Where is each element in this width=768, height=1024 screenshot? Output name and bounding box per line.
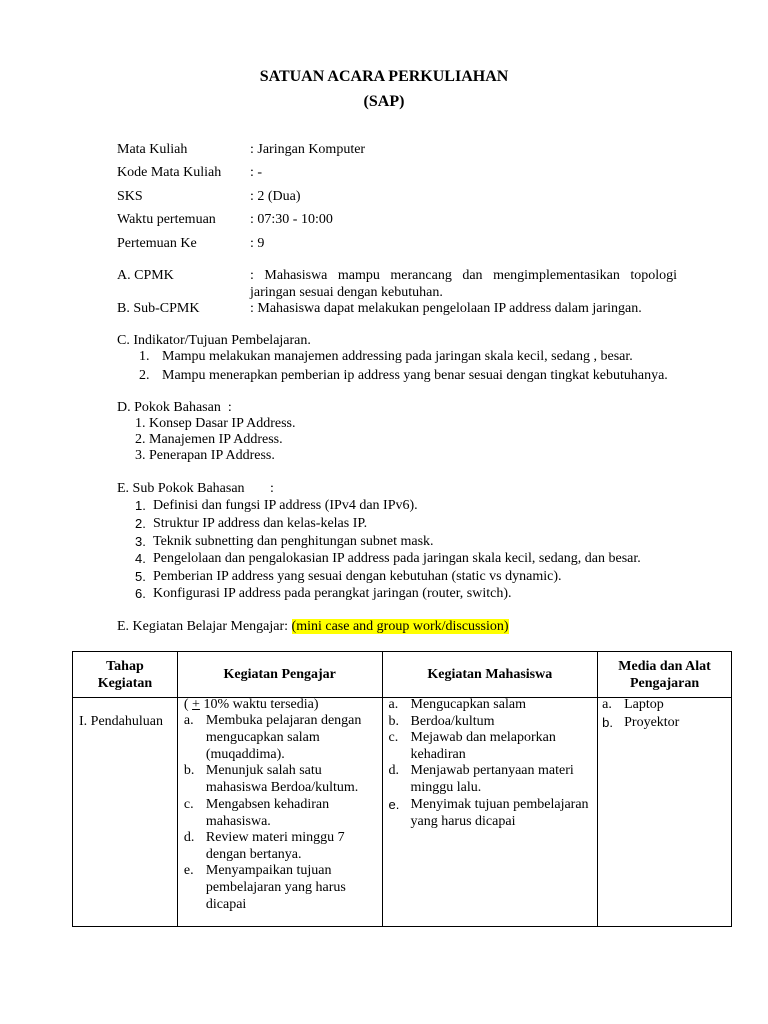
list-item-line: Mejawab dan melaporkan	[410, 730, 556, 745]
pengajar-intro	[184, 696, 319, 713]
list-item-number: 1.	[135, 498, 146, 513]
list-item-line: Proyektor	[624, 715, 680, 730]
list-item-line: minggu lalu.	[410, 780, 482, 795]
info-value: : -	[250, 165, 263, 180]
list-item-line: Mengucapkan salam	[410, 697, 526, 712]
cell-mahasiswa	[382, 698, 598, 927]
list-item-text: Struktur IP address dan kelas-kelas IP.	[153, 516, 368, 531]
list-marker: b.	[388, 714, 399, 729]
list-item-body	[206, 762, 376, 796]
info-value: : 2 (Dua)	[250, 189, 301, 204]
header-media-line1: Media dan Alat	[618, 658, 711, 674]
list-marker: c.	[183, 797, 194, 812]
list-marker: a.	[602, 697, 612, 712]
info-value: : 9	[250, 236, 265, 251]
info-value: : 07:30 - 10:00	[250, 212, 333, 227]
pengajar-intro-post: 10% waktu tersedia)	[199, 697, 319, 712]
list-marker: a.	[183, 713, 194, 728]
cell-media	[598, 698, 732, 927]
subpokok-heading: E. Sub Pokok Bahasan	[117, 481, 245, 496]
list-item-line: Review materi minggu 7	[205, 830, 345, 845]
cell-tahap-inner	[73, 698, 177, 926]
list-item-line: Laptop	[624, 697, 664, 712]
list-item-line: pembelajaran yang harus	[205, 880, 346, 895]
list-item-line: (muqaddima).	[205, 747, 285, 762]
document-subtitle: (SAP)	[363, 93, 405, 110]
list-item-line: mengucapkan salam	[205, 730, 320, 745]
cell-tahap	[73, 698, 178, 927]
list-item-line: Membuka pelajaran dengan	[205, 713, 362, 728]
header-tahap-line2: Kegiatan	[97, 675, 153, 691]
list-item-number: 4.	[135, 551, 146, 566]
pengajar-intro-pre: (	[183, 697, 193, 712]
document-title: SATUAN ACARA PERKULIAHAN	[259, 68, 509, 85]
subcpmk-text: : Mahasiswa dapat melakukan pengelolaan IP address dalam jaringan.	[250, 301, 642, 316]
cell-mahasiswa-inner	[383, 698, 598, 926]
info-label: Waktu pertemuan	[117, 212, 216, 227]
list-item-text: Pemberian IP address yang sesuai dengan kebutuhan (static vs dynamic).	[153, 569, 562, 584]
list-item-body	[206, 862, 376, 913]
list-marker: c.	[388, 730, 399, 745]
list-marker: e.	[388, 797, 400, 812]
list-item-text: Definisi dan fungsi IP address (IPv4 dan IPv6).	[153, 498, 418, 513]
pokok-heading: D. Pokok Bahasan :	[117, 400, 232, 415]
list-item-line: mahasiswa Berdoa/kultum.	[205, 780, 359, 795]
list-item-line: Berdoa/kultum	[410, 714, 495, 729]
list-item-body	[624, 696, 724, 713]
header-mahasiswa: Kegiatan Mahasiswa	[382, 652, 598, 698]
table-header-row	[73, 652, 732, 698]
list-item-line: Menjawab pertanyaan materi	[410, 763, 574, 778]
list-item: 2. Manajemen IP Address.	[135, 432, 283, 447]
list-item-body	[206, 829, 376, 863]
kegiatan-heading	[117, 618, 509, 635]
list-marker: b.	[602, 715, 613, 730]
cell-media-inner	[598, 698, 731, 926]
cpmk-label: A. CPMK	[117, 268, 174, 283]
indikator-heading: C. Indikator/Tujuan Pembelajaran.	[117, 333, 311, 348]
table-row	[73, 698, 732, 927]
list-item-line: mahasiswa.	[205, 814, 271, 829]
header-media	[598, 652, 732, 698]
cell-pengajar	[177, 698, 382, 927]
list-marker: a.	[388, 697, 399, 712]
list-item-body	[411, 729, 597, 763]
list-item-line: kehadiran	[410, 747, 466, 762]
list-item-line: Menyampaikan tujuan	[205, 863, 332, 878]
list-item-text: Mampu melakukan manajemen addressing pada jaringan skala kecil, sedang , besar.	[162, 349, 633, 364]
list-item-body	[206, 796, 376, 830]
info-label: Kode Mata Kuliah	[117, 165, 222, 180]
tahap-text: I. Pendahuluan	[79, 714, 163, 729]
list-item-line: Menunjuk salah satu	[205, 763, 322, 778]
list-item-number: 3.	[135, 534, 146, 549]
list-item-number: 5.	[135, 569, 146, 584]
kegiatan-table	[72, 651, 732, 927]
list-marker: d.	[388, 763, 399, 778]
list-item-text: Pengelolaan dan pengalokasian IP address pada jaringan skala kecil, sedang, dan besar.	[153, 551, 641, 566]
header-tahap-line1: Tahap	[106, 658, 144, 674]
kegiatan-highlight: (mini case and group work/discussion)	[291, 619, 509, 634]
list-item-body	[411, 796, 597, 830]
list-item-number: 2.	[135, 516, 146, 531]
header-pengajar: Kegiatan Pengajar	[177, 652, 382, 698]
list-item-line: yang harus dicapai	[410, 814, 516, 829]
list-item-line: Menyimak tujuan pembelajaran	[410, 797, 589, 812]
list-item-number: 6.	[135, 586, 146, 601]
list-marker: e.	[183, 863, 194, 878]
header-tahap	[73, 652, 178, 698]
list-item-body	[411, 713, 597, 730]
list-item-text: Mampu menerapkan pemberian ip address yang benar sesuai dengan tingkat kebutuhanya.	[162, 368, 668, 383]
list-item-line: Mengabsen kehadiran	[205, 797, 330, 812]
subcpmk-label: B. Sub-CPMK	[117, 301, 200, 316]
list-item-body	[624, 714, 724, 731]
info-label: SKS	[117, 189, 143, 204]
header-media-line2: Pengajaran	[629, 675, 700, 691]
list-item-text: Teknik subnetting dan penghitungan subnet mask.	[153, 534, 434, 549]
kegiatan-heading-text: E. Kegiatan Belajar Mengajar:	[117, 619, 292, 634]
list-marker: d.	[183, 830, 195, 845]
list-item-line: dicapai	[205, 897, 247, 912]
list-item-number: 2.	[139, 368, 150, 383]
list-item-body	[411, 696, 597, 713]
plus-minus-symbol: +	[192, 697, 200, 712]
subpokok-colon: :	[270, 481, 274, 496]
list-item-text: Konfigurasi IP address pada perangkat jaringan (router, switch).	[153, 586, 512, 601]
list-marker: b.	[183, 763, 195, 778]
list-item-body	[411, 762, 597, 796]
list-item-line: dengan bertanya.	[205, 847, 302, 862]
list-item: 1. Konsep Dasar IP Address.	[135, 416, 296, 431]
info-value: : Jaringan Komputer	[250, 142, 366, 157]
info-label: Pertemuan Ke	[117, 236, 197, 251]
cell-pengajar-inner	[178, 698, 382, 926]
list-item-number: 1.	[139, 349, 150, 364]
list-item: 3. Penerapan IP Address.	[135, 448, 275, 463]
info-label: Mata Kuliah	[117, 142, 188, 157]
cpmk-text-line1: : Mahasiswa mampu merancang dan mengimplementasikan topologi	[250, 268, 677, 283]
cpmk-text-line2: jaringan sesuai dengan kebutuhan.	[250, 285, 443, 300]
list-item-body	[206, 712, 376, 763]
